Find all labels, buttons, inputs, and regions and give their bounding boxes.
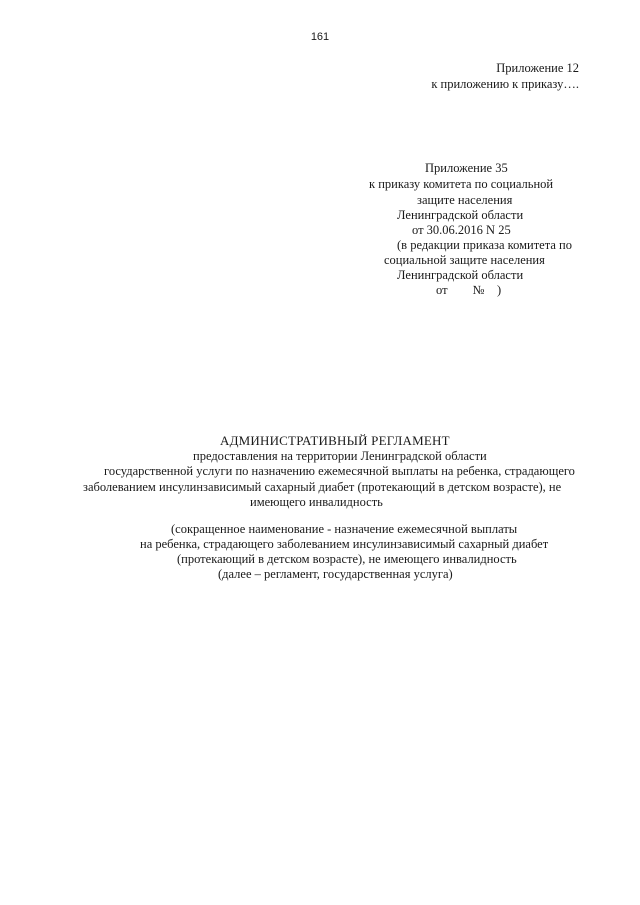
appendix-12-reference: к приложению к приказу…. [431,77,579,91]
short-name-line: на ребенка, страдающего заболеванием инсулинзависимый сахарный диабет [140,537,549,551]
short-name-line: (протекающий в детском возрасте), не имеющего инвалидность [177,552,517,566]
short-name-line: (сокращенное наименование - назначение ежемесячной выплаты [171,522,518,536]
appendix-35-line: Ленинградской области [397,208,524,222]
regulation-subtitle-line: предоставления на территории Ленинградской области [193,449,487,463]
regulation-subtitle-line: имеющего инвалидность [250,495,383,509]
page-number: 161 [310,31,330,43]
regulation-subtitle-line: государственной услуги по назначению ежемесячной выплаты на ребенка, страдающего [104,464,575,478]
appendix-35-date: от 30.06.2016 N 25 [412,223,511,237]
appendix-35-line: (в редакции приказа комитета по [397,238,572,252]
regulation-subtitle-line: заболеванием инсулинзависимый сахарный диабет (протекающий в детском возрасте), не [83,480,562,494]
appendix-35-line: Ленинградской области [397,268,524,282]
regulation-title: АДМИНИСТРАТИВНЫЙ РЕГЛАМЕНТ [220,433,450,448]
appendix-12-title: Приложение 12 [496,61,579,75]
appendix-35-line: защите населения [417,193,513,207]
appendix-35-title: Приложение 35 [425,161,508,175]
appendix-35-number-line: от № ) [436,283,502,297]
short-name-line: (далее – регламент, государственная услуга) [218,567,453,581]
appendix-35-line: социальной защите населения [384,253,545,267]
appendix-35-line: к приказу комитета по социальной [369,177,554,191]
